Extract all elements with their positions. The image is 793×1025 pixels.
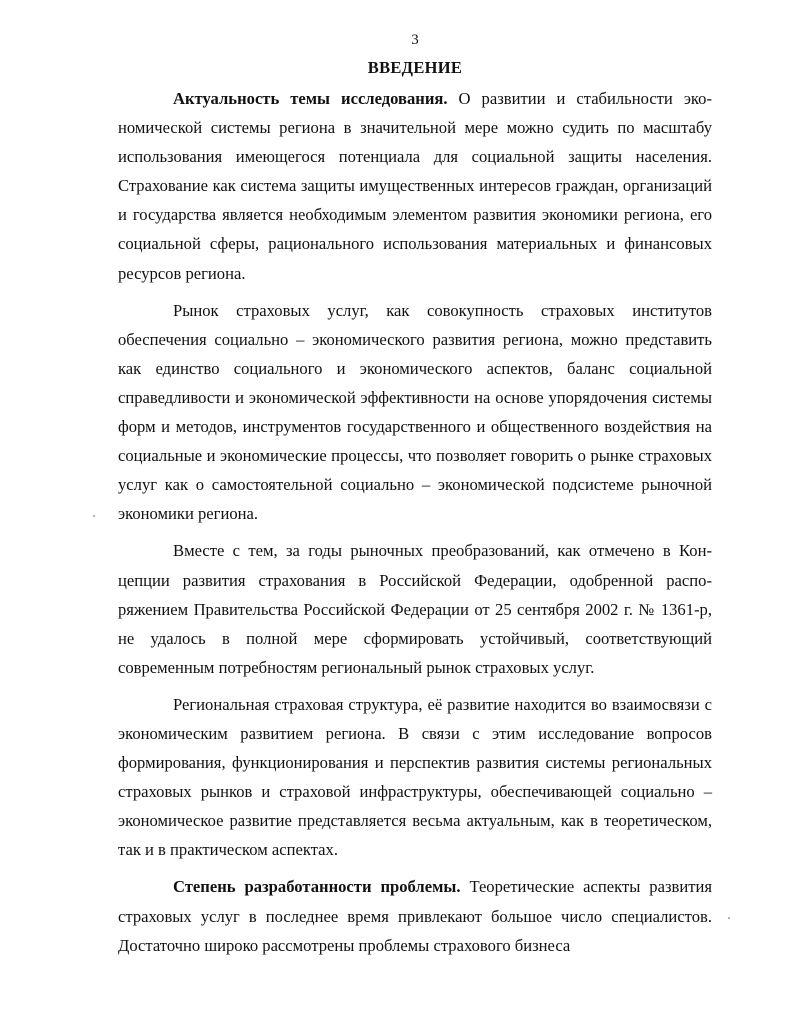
paragraph-text: Вместе с тем, за годы рыночных преобразований, как отмечено в Концепции развития страхования в Российской Федерации, одобренной распоряжением Правительства Российской Федерации от 25 сентября 2002 г. № 1361-р, не удалось в полной мере сформировать устойчивый, соответствующий современным потребностям региональный рынок страховых услуг. <box>118 541 712 677</box>
document-page <box>118 30 712 965</box>
scan-speck <box>93 515 95 517</box>
paragraph-text: Теоретические аспекты развития страховых услуг в последнее время привлекают большое число специалистов. Достаточно широко рассмотрены проблемы страхового бизнеса <box>118 877 712 955</box>
paragraph-insurance-market <box>118 296 712 529</box>
paragraph-lead: Степень разработанности проблемы. <box>173 877 461 897</box>
paragraph-lead: Актуальность темы исследования. <box>173 89 448 108</box>
scan-speck <box>728 917 730 919</box>
page-number: 3 <box>411 32 419 48</box>
paragraph-text: Региональная страховая структура, её развитие находится во взаимосвязи с экономическим развитием региона. В связи с этим исследование вопросов формирования, функционирования и перспектив развития системы региональных страховых рынков и страховой инфраструктуры, обеспечивающей социально – экономическое развитие представляется весьма актуальным, как в теоретическом, так и в практическом аспектах. <box>118 694 712 860</box>
paragraph-text: Рынок страховых услуг, как совокупность страховых институтов обеспечения социально – экономического развития региона, можно представить как единство социального и экономического аспектов, баланс социальной справедливости и экономической эффективности на основе упорядочения системы форм и методов, инструментов государственного и общественного воздействия на социальные и экономические процессы, что позволяет говорить о рынке страховых услуг как о самостоятельной социально – экономической подсистеме рыночной экономики региона. <box>118 300 712 524</box>
paragraph-relevance <box>118 84 712 288</box>
section-heading: ВВЕДЕНИЕ <box>367 58 463 77</box>
paragraph-concept <box>118 536 712 681</box>
paragraph-text: О развитии и стабильности экономической системы региона в значительной мере можно судить по масштабу использования имеющегося потенциала для социальной защиты населения. Страхование как система защиты имущественных интересов граждан, организаций и государства является необходимым элементом развития экономики региона, его социальной сферы, рационального использования материальных и финансовых ресурсов региона. <box>118 89 712 283</box>
paragraph-regional-structure <box>118 690 712 865</box>
paragraph-degree-of-development <box>118 872 712 959</box>
